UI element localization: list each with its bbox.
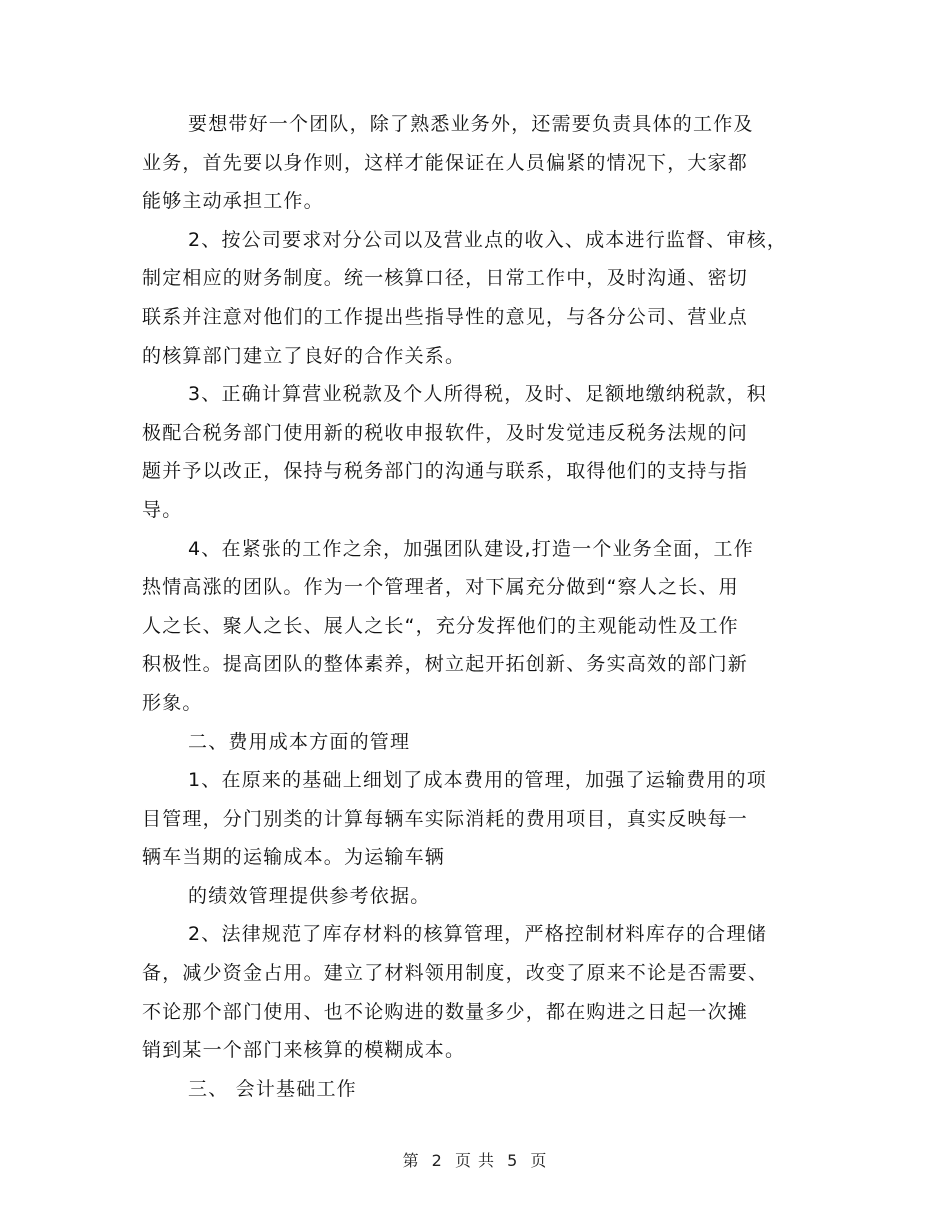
paragraph-line: 4、在紧张的工作之余，加强团队建设,打造一个业务全面，工作 xyxy=(188,537,754,560)
page-footer xyxy=(0,1148,950,1171)
paragraph-line: 的绩效管理提供参考依据。 xyxy=(188,884,431,907)
current-page-number: 2 xyxy=(431,1151,443,1170)
paragraph-line: 形象。 xyxy=(142,691,203,714)
paragraph-line: 要想带好一个团队，除了熟悉业务外，还需要负责具体的工作及 xyxy=(188,113,754,135)
paragraph-line: 热情高涨的团队。作为一个管理者，对下属充分做到“察人之长、用 xyxy=(142,576,739,599)
paragraph-line: 积极性。提高团队的整体素养，树立起开拓创新、务实高效的部门新 xyxy=(142,653,749,676)
footer-prefix: 第 xyxy=(402,1151,420,1170)
paragraph-line: 3、正确计算营业税款及个人所得税，及时、足额地缴纳税款，积 xyxy=(188,383,767,406)
paragraph-line: 2、按公司要求对分公司以及营业点的收入、成本进行监督、审核， xyxy=(188,228,788,251)
paragraph-line: 销到某一个部门来核算的模糊成本。 xyxy=(142,1039,466,1062)
paragraph-line: 不论那个部门使用、也不论购进的数量多少，都在购进之日起一次摊 xyxy=(142,1000,749,1023)
paragraph-line: 制定相应的财务制度。统一核算口径，日常工作中，及时沟通、密切 xyxy=(142,267,749,290)
paragraph-line: 目管理，分门别类的计算每辆车实际消耗的费用项目，真实反映每一 xyxy=(142,807,749,830)
document-body xyxy=(142,105,812,1108)
footer-suffix: 页 xyxy=(530,1151,548,1170)
total-pages-number: 5 xyxy=(507,1151,519,1170)
paragraph-line: 业务，首先要以身作则，这样才能保证在人员偏紧的情况下，大家都 xyxy=(142,151,749,174)
paragraph-line: 联系并注意对他们的工作提出些指导性的意见，与各分公司、营业点 xyxy=(142,305,749,328)
paragraph-line: 辆车当期的运输成本。为运输车辆 xyxy=(142,846,446,869)
section-heading: 三、 会计基础工作 xyxy=(188,1077,357,1100)
paragraph-line: 备，减少资金占用。建立了材料领用制度，改变了原来不论是否需要、 xyxy=(142,962,769,985)
paragraph-line: 2、法律规范了库存材料的核算管理，严格控制材料库存的合理储 xyxy=(188,923,767,946)
section-heading: 二、费用成本方面的管理 xyxy=(188,730,411,753)
paragraph-line: 的核算部门建立了良好的合作关系。 xyxy=(142,344,466,367)
paragraph-line: 题并予以改正，保持与税务部门的沟通与联系，取得他们的支持与指 xyxy=(142,460,749,483)
paragraph-line: 导。 xyxy=(142,498,183,521)
paragraph-line: 人之长、聚人之长、展人之长“，充分发挥他们的主观能动性及工作 xyxy=(142,614,739,637)
paragraph-line: 1、在原来的基础上细划了成本费用的管理，加强了运输费用的项 xyxy=(188,769,767,792)
paragraph-line: 能够主动承担工作。 xyxy=(142,190,324,213)
footer-middle: 页 共 xyxy=(454,1151,496,1170)
paragraph-line: 极配合税务部门使用新的税收申报软件，及时发觉违反税务法规的问 xyxy=(142,421,749,444)
